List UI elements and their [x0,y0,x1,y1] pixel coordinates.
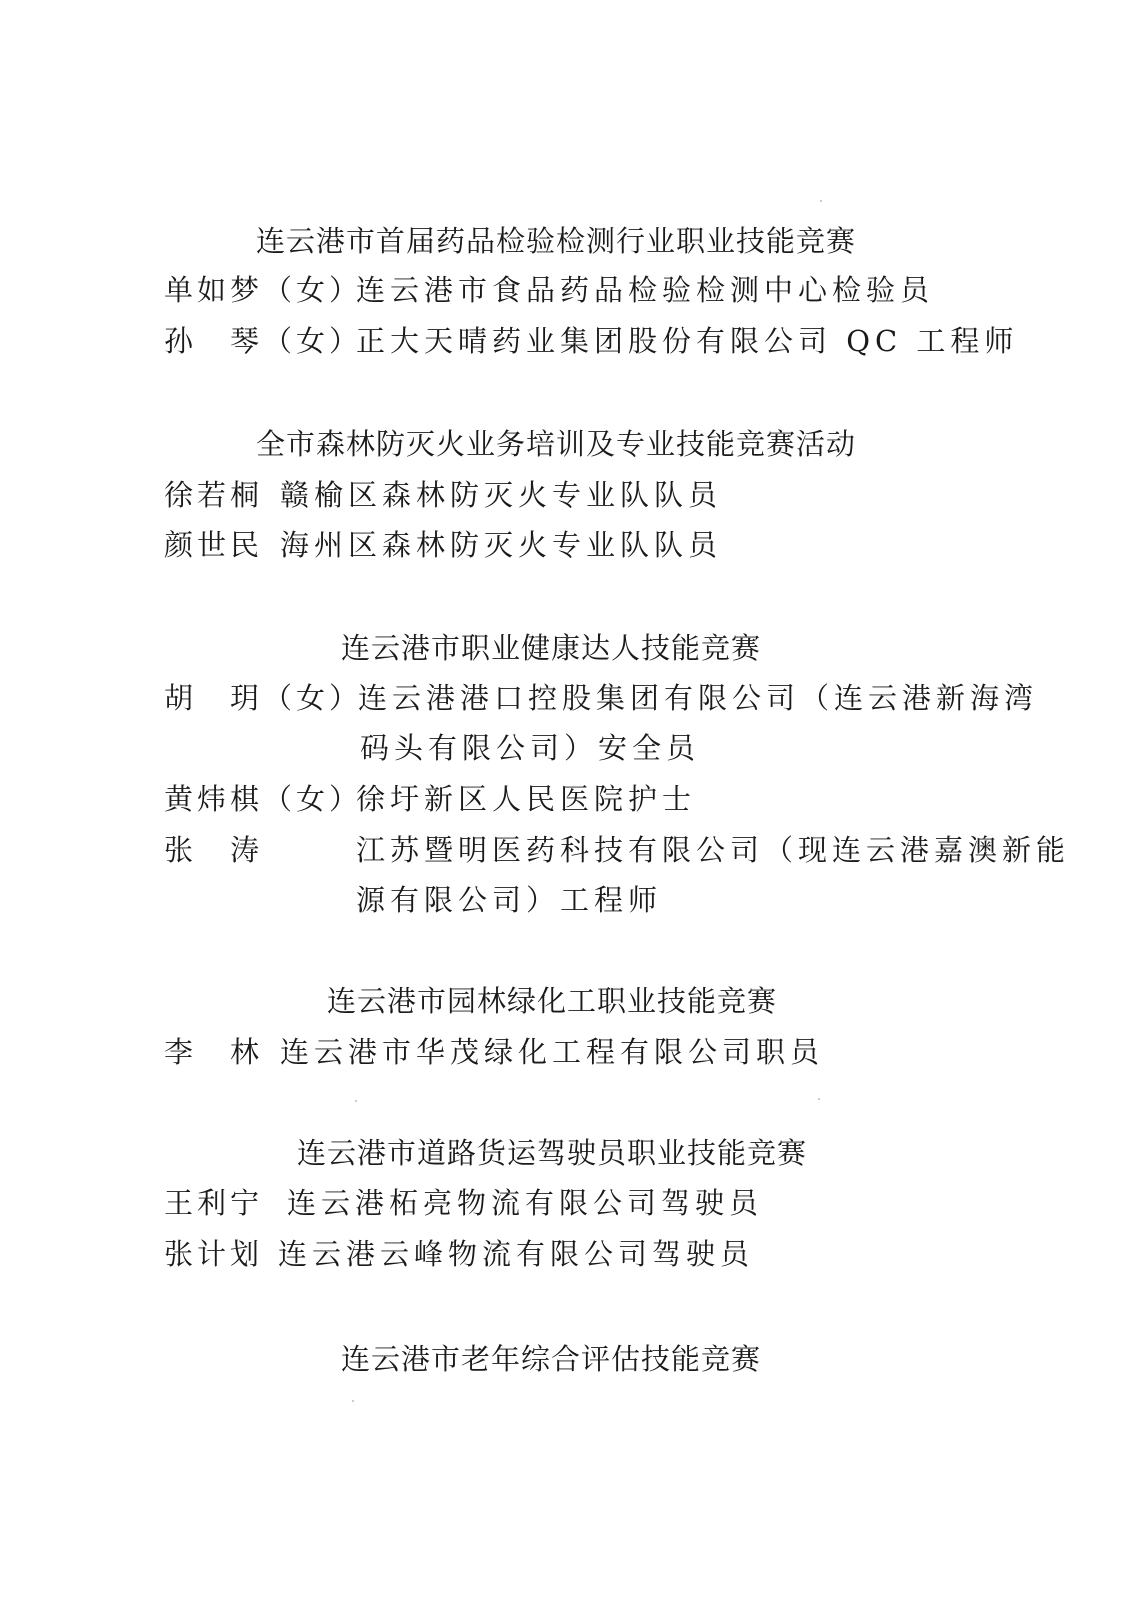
awardee-name: 孙 琴（女） [164,324,363,358]
awardee-description: 连云港市食品药品检验检测中心检验员 [356,273,935,307]
awardee-description: 赣榆区森林防灭火专业队队员 [280,478,723,512]
section-heading: 连云港市园林绿化工职业技能竞赛 [327,984,778,1018]
scan-speck [352,1400,354,1402]
awardee-description: 连云港港口控股集团有限公司（连云港新海湾 [358,681,1039,715]
awardee-description: 海州区森林防灭火专业队队员 [280,528,723,562]
awardee-description: 徐圩新区人民医院护士 [356,782,697,816]
section-heading: 连云港市老年综合评估技能竞赛 [341,1342,762,1376]
awardee-name: 李 林 [164,1035,264,1069]
awardee-description: 连云港云峰物流有限公司驾驶员 [278,1237,755,1271]
section-heading: 连云港市道路货运驾驶员职业技能竞赛 [297,1136,808,1170]
awardee-name: 王利宁 [164,1186,264,1220]
awardee-name: 胡 玥（女） [164,681,363,715]
awardee-description: 正大天晴药业集团股份有限公司 QC 工程师 [356,324,1019,358]
awardee-description: 连云港市华茂绿化工程有限公司职员 [280,1035,825,1069]
awardee-name: 黄炜棋（女） [164,782,363,816]
scan-speck [820,200,822,202]
section-heading: 连云港市首届药品检验检测行业职业技能竞赛 [256,224,857,258]
scan-speck [355,1100,357,1102]
awardee-description-continued: 源有限公司）工程师 [356,883,663,917]
awardee-name: 徐若桐 [164,478,264,512]
scan-speck [818,1098,820,1100]
awardee-description: 江苏暨明医药科技有限公司（现连云港嘉澳新能 [356,833,1071,867]
awardee-name: 颜世民 [164,528,264,562]
section-heading: 全市森林防灭火业务培训及专业技能竞赛活动 [256,427,857,461]
awardee-description-continued: 码头有限公司）安全员 [360,731,701,765]
section-heading: 连云港市职业健康达人技能竞赛 [341,631,762,665]
awardee-name: 张 涛 [164,833,264,867]
awardee-name: 单如梦（女） [164,273,363,307]
awardee-name: 张计划 [164,1237,264,1271]
awardee-description: 连云港柘亮物流有限公司驾驶员 [287,1186,764,1220]
